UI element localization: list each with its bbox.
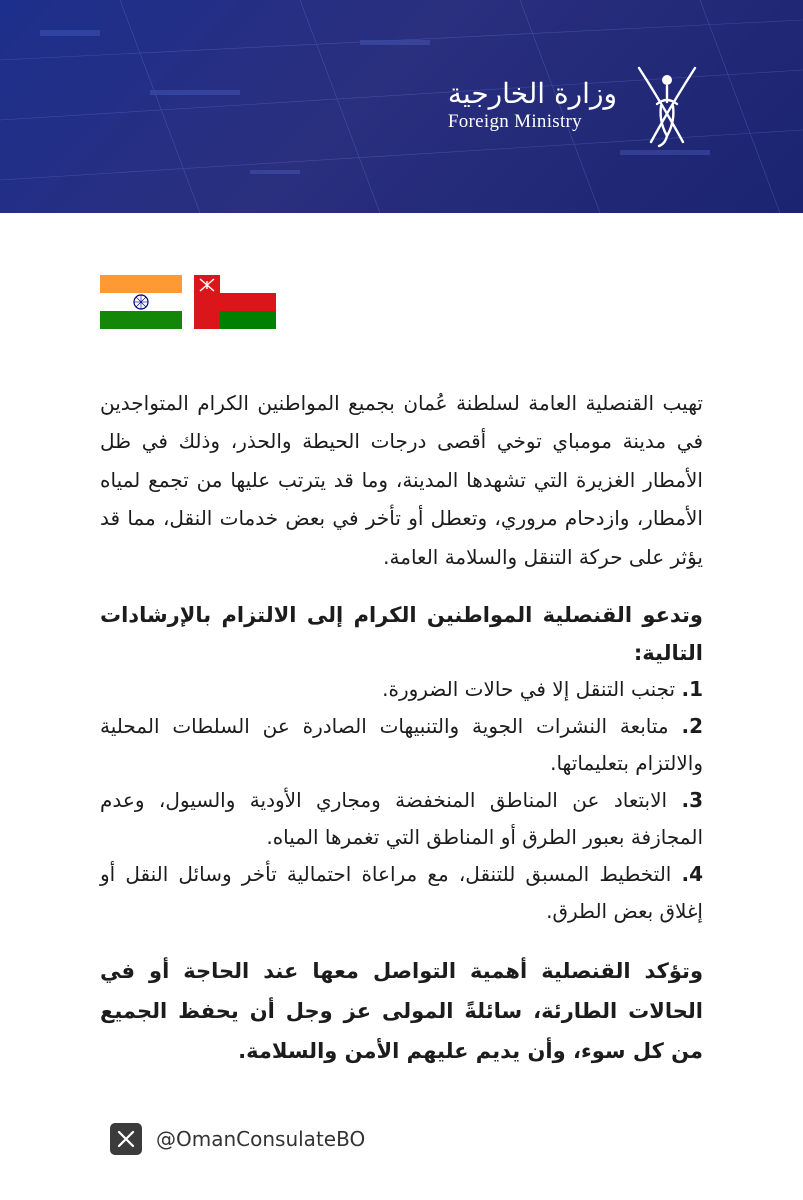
list-item: 3. الابتعاد عن المناطق المنخفضة ومجاري الأودية والسيول، وعدم المجازفة بعبور الطرق أو المناطق التي تغمرها المياه. [100, 788, 703, 849]
guidelines-list [100, 671, 703, 930]
india-flag-icon [100, 275, 182, 329]
intro-paragraph: تهيب القنصلية العامة لسلطنة عُمان بجميع المواطنين الكرام المتواجدين في مدينة مومباي توخي أقصى درجات الحيطة والحذر، وذلك في ظل الأمطار الغزيرة التي تشهدها المدينة، وما قد يترتب عليها من تجمع لمياه الأمطار، وازدحام مروري، وتعطل أو تأخر في بعض خدمات النقل، مما قد يؤثر على حركة التنقل والسلامة العامة. [100, 391, 703, 569]
social-handle: @OmanConsulateBO [156, 1127, 366, 1151]
closing-paragraph: وتؤكد القنصلية أهمية التواصل معها عند الحاجة أو في الحالات الطارئة، سائلةً المولى عز وجل أن يحفظ الجميع من كل سوء، وأن يديم عليهم الأمن والسلامة. [100, 959, 703, 1063]
header-banner [0, 0, 803, 213]
logo-english-text: Foreign Ministry [447, 111, 582, 132]
x-logo-icon [110, 1123, 142, 1155]
foreign-ministry-logo [448, 62, 703, 148]
ashoka-chakra-icon [100, 293, 182, 311]
flags-row [100, 275, 276, 329]
footer-social [110, 1123, 365, 1155]
logo-text [448, 77, 617, 133]
list-item: 4. التخطيط المسبق للتنقل، مع مراعاة احتمالية تأخر وسائل النقل أو إغلاق بعض الطرق. [100, 862, 703, 923]
list-item: 1. تجنب التنقل إلا في حالات الضرورة. [382, 677, 703, 701]
logo-arabic-text: وزارة الخارجية [447, 77, 617, 110]
oman-flag-icon [194, 275, 276, 329]
oman-flag-graphic [194, 275, 276, 329]
guidelines-heading: وتدعو القنصلية المواطنين الكرام إلى الالتزام بالإرشادات التالية: [100, 603, 703, 665]
list-item: 2. متابعة النشرات الجوية والتنبيهات الصادرة عن السلطات المحلية والالتزام بتعليماتها. [100, 714, 703, 775]
oman-khanjar-emblem-icon [631, 62, 703, 148]
